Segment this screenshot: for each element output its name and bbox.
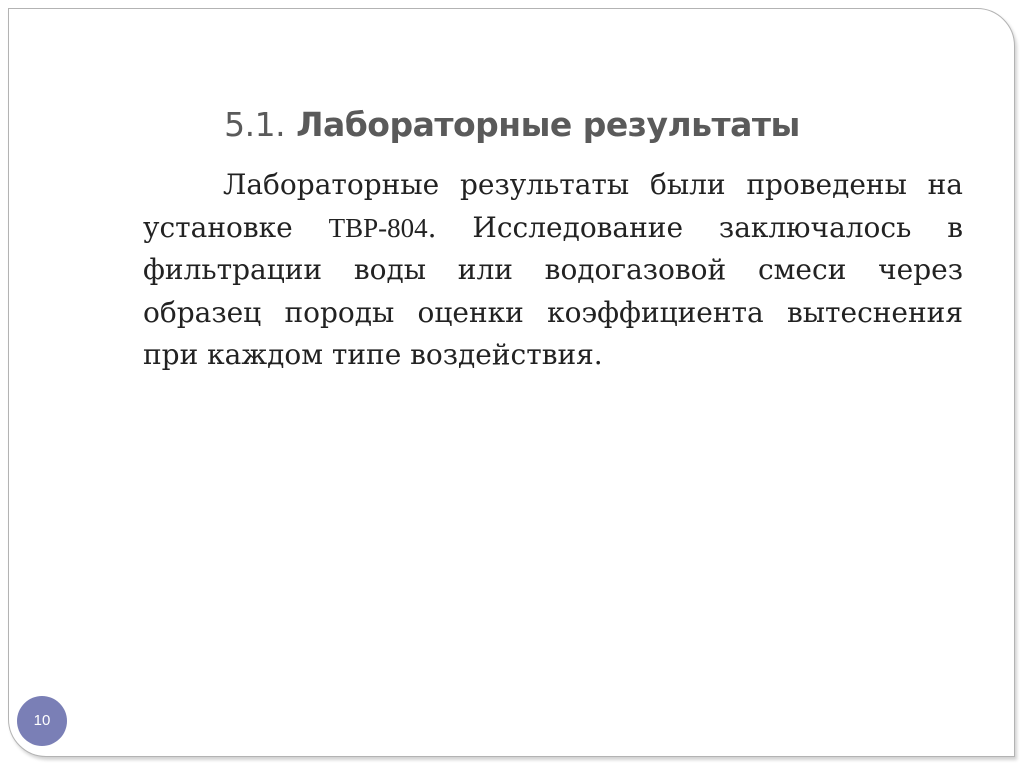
slide-body-text [143,164,963,377]
body-text-part-2: . Исследование заключалось в фильтрации воды или водогазовой смеси через образец породы оценки коэффициента вытеснения при каждом типе воздействия. [143,210,964,371]
installation-model: TBP-804 [328,212,428,243]
slide-title [100,100,924,150]
title-number: 5.1. [224,105,286,144]
title-text: Лабораторные результаты [296,105,800,144]
body-text-part-1: Лабораторные результаты были проведены на установке [143,168,963,244]
page-number-badge: 10 [17,696,67,746]
